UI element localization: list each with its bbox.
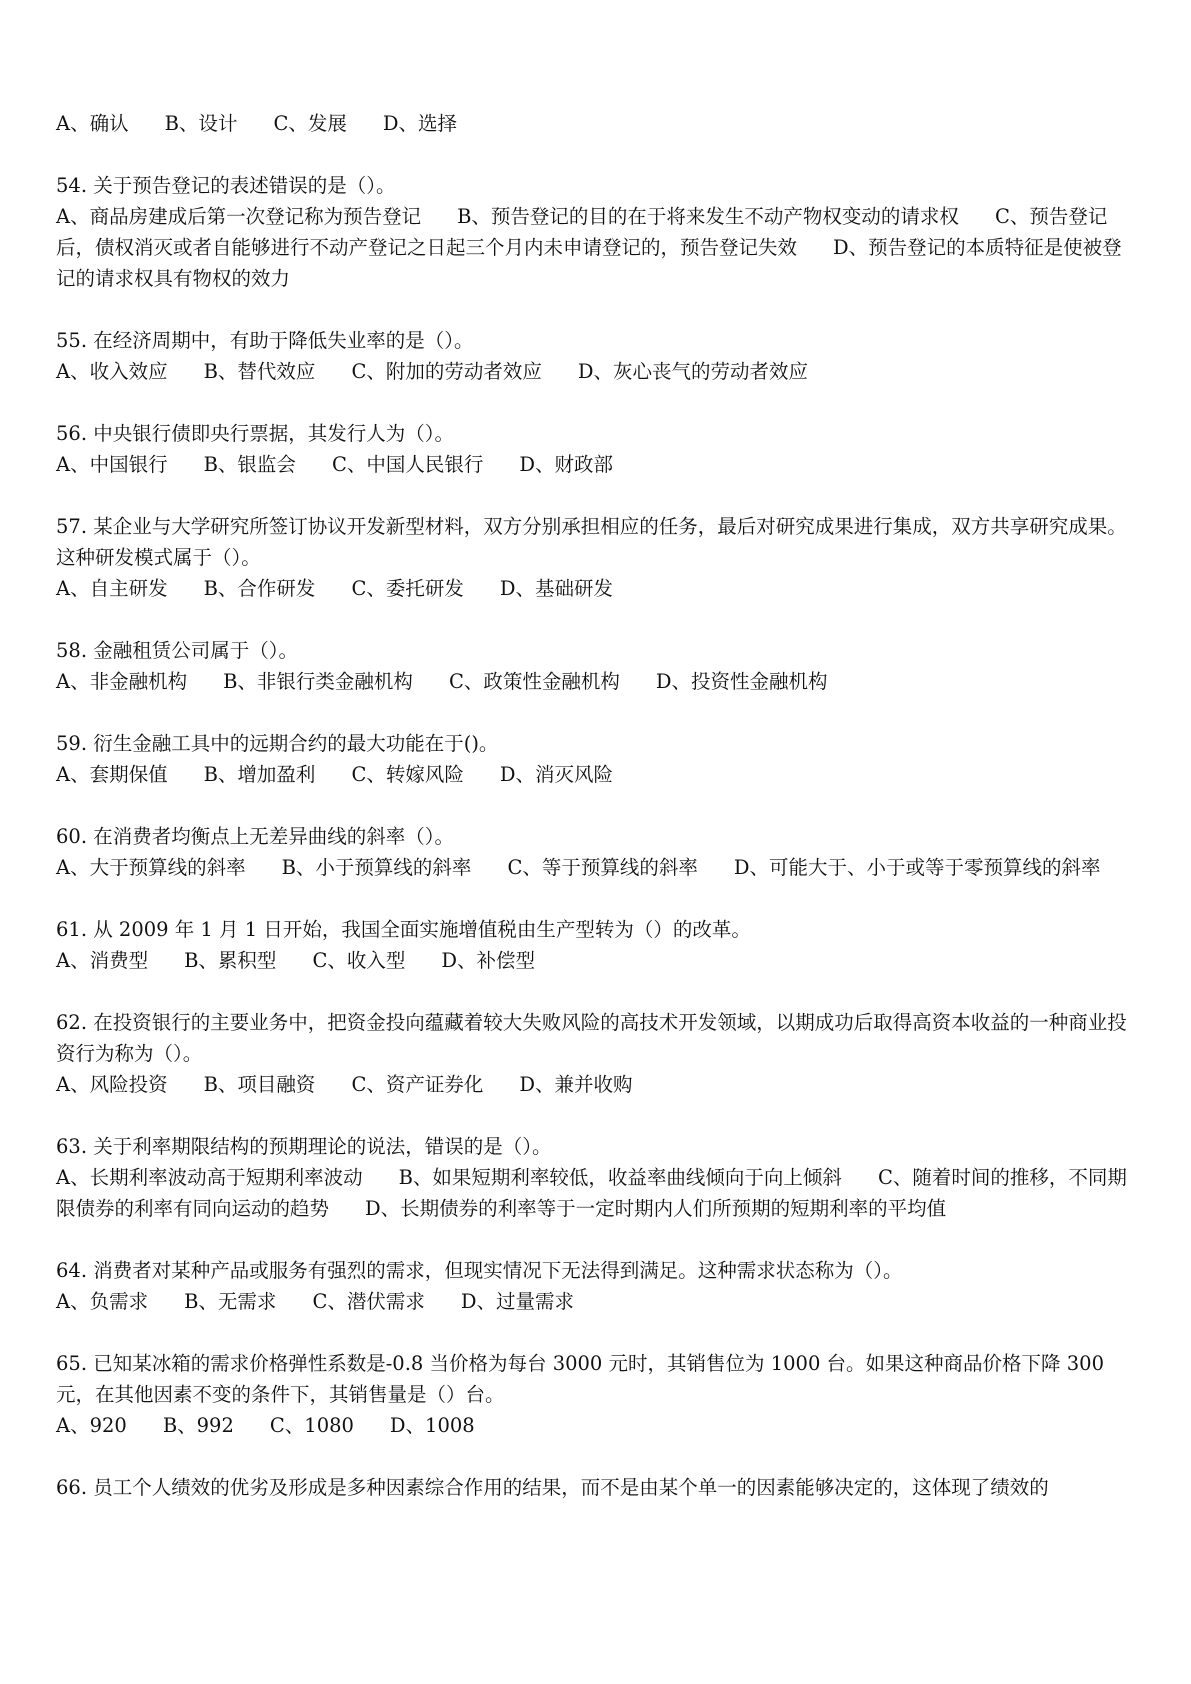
- option-c: C、资产证券化: [351, 1073, 484, 1096]
- document-page: [56, 108, 1141, 1503]
- question-stem: 55. 在经济周期中，有助于降低失业率的是（）。: [56, 329, 474, 352]
- option-a: A、非金融机构: [56, 670, 188, 693]
- option-c: C、政策性金融机构: [448, 670, 620, 693]
- option-c: C、中国人民银行: [331, 453, 484, 476]
- options-row: [56, 573, 1141, 604]
- option-c: C、随着时间的推移，不同期限债券的利率有同向运动的趋势: [56, 1166, 1127, 1220]
- options-row: [56, 666, 1141, 697]
- option-a: A、大于预算线的斜率: [56, 856, 246, 879]
- option-a: A、负需求: [56, 1290, 149, 1313]
- option-a: A、消费型: [56, 949, 149, 972]
- option-c: C、附加的劳动者效应: [351, 360, 542, 383]
- options-row: [56, 356, 1141, 387]
- option-b: B、累积型: [184, 949, 277, 972]
- option-a: A、商品房建成后第一次登记称为预告登记: [56, 205, 422, 228]
- option-d: D、投资性金融机构: [655, 670, 828, 693]
- option-c: C、收入型: [312, 949, 406, 972]
- option-d: D、消灭风险: [499, 763, 613, 786]
- question-stem: 54. 关于预告登记的表述错误的是（）。: [56, 174, 396, 197]
- option-a: A、长期利率波动高于短期利率波动: [56, 1166, 363, 1189]
- option-d: D、过量需求: [460, 1290, 574, 1313]
- options-row: [56, 852, 1141, 883]
- question-stem: 61. 从 2009 年 1 月 1 日开始，我国全面实施增值税由生产型转为（）的改革。: [56, 918, 751, 941]
- options-row: [56, 201, 1141, 294]
- question-stem: 62. 在投资银行的主要业务中，把资金投向蕴藏着较大失败风险的高技术开发领域，以期成功后取得高资本收益的一种商业投资行为称为（）。: [56, 1011, 1127, 1065]
- question-stem: 56. 中央银行债即央行票据，其发行人为（）。: [56, 422, 454, 445]
- option-d: D、1008: [389, 1414, 475, 1437]
- question-stem: 60. 在消费者均衡点上无差异曲线的斜率（）。: [56, 825, 454, 848]
- options-row: [56, 1069, 1141, 1100]
- option-d: D、选择: [382, 112, 457, 135]
- option-c: C、等于预算线的斜率: [507, 856, 698, 879]
- option-a: A、920: [56, 1414, 127, 1437]
- option-c: C、转嫁风险: [351, 763, 464, 786]
- option-d: D、灰心丧气的劳动者效应: [577, 360, 808, 383]
- option-b: B、无需求: [184, 1290, 277, 1313]
- options-row: [56, 1286, 1141, 1317]
- option-d: D、基础研发: [499, 577, 613, 600]
- option-a: A、自主研发: [56, 577, 168, 600]
- options-row: [56, 449, 1141, 480]
- option-b: B、992: [162, 1414, 234, 1437]
- option-d: D、补偿型: [441, 949, 535, 972]
- option-b: B、如果短期利率较低，收益率曲线倾向于向上倾斜: [398, 1166, 842, 1189]
- options-row: [56, 1162, 1141, 1224]
- option-b: B、预告登记的目的在于将来发生不动产物权变动的请求权: [457, 205, 959, 228]
- question-stem: 66. 员工个人绩效的优劣及形成是多种因素综合作用的结果，而不是由某个单一的因素能够决定的，这体现了绩效的: [56, 1476, 1049, 1499]
- options-row: [56, 1410, 1141, 1441]
- option-c: C、发展: [273, 112, 347, 135]
- option-b: B、银监会: [203, 453, 296, 476]
- option-b: B、替代效应: [203, 360, 316, 383]
- question-stem: 59. 衍生金融工具中的远期合约的最大功能在于()。: [56, 732, 499, 755]
- option-a: A、风险投资: [56, 1073, 168, 1096]
- option-c: C、预告登记后，债权消灭或者自能够进行不动产登记之日起三个月内未申请登记的，预告登记失效: [56, 205, 1108, 259]
- options-row: [56, 108, 1141, 139]
- option-c: C、潜伏需求: [312, 1290, 425, 1313]
- option-c: C、1080: [269, 1414, 354, 1437]
- option-d: D、长期债券的利率等于一定时期内人们所预期的短期利率的平均值: [365, 1197, 947, 1220]
- option-b: B、合作研发: [203, 577, 316, 600]
- question-stem: 64. 消费者对某种产品或服务有强烈的需求，但现实情况下无法得到满足。这种需求状态称为（）。: [56, 1259, 903, 1282]
- option-b: B、非银行类金融机构: [223, 670, 413, 693]
- option-a: A、套期保值: [56, 763, 168, 786]
- options-row: [56, 945, 1141, 976]
- option-a: A、中国银行: [56, 453, 168, 476]
- option-b: B、增加盈利: [203, 763, 316, 786]
- option-a: A、确认: [56, 112, 129, 135]
- question-stem: 58. 金融租赁公司属于（）。: [56, 639, 298, 662]
- option-c: C、委托研发: [351, 577, 464, 600]
- option-d: D、财政部: [519, 453, 613, 476]
- option-d: D、兼并收购: [519, 1073, 633, 1096]
- option-b: B、小于预算线的斜率: [281, 856, 472, 879]
- option-a: A、收入效应: [56, 360, 168, 383]
- option-d: D、可能大于、小于或等于零预算线的斜率: [733, 856, 1101, 879]
- option-b: B、设计: [164, 112, 238, 135]
- option-b: B、项目融资: [203, 1073, 316, 1096]
- question-stem: 65. 已知某冰箱的需求价格弹性系数是-0.8 当价格为每台 3000 元时，其销售位为 1000 台。如果这种商品价格下降 300 元，在其他因素不变的条件下，其销售量是（）台。: [56, 1352, 1104, 1406]
- option-d: D、预告登记的本质特征是使被登记的请求权具有物权的效力: [56, 236, 1122, 290]
- question-stem: 63. 关于利率期限结构的预期理论的说法，错误的是（）。: [56, 1135, 552, 1158]
- options-row: [56, 759, 1141, 790]
- question-stem: 57. 某企业与大学研究所签订协议开发新型材料，双方分别承担相应的任务，最后对研究成果进行集成，双方共享研究成果。这种研发模式属于（）。: [56, 515, 1127, 569]
